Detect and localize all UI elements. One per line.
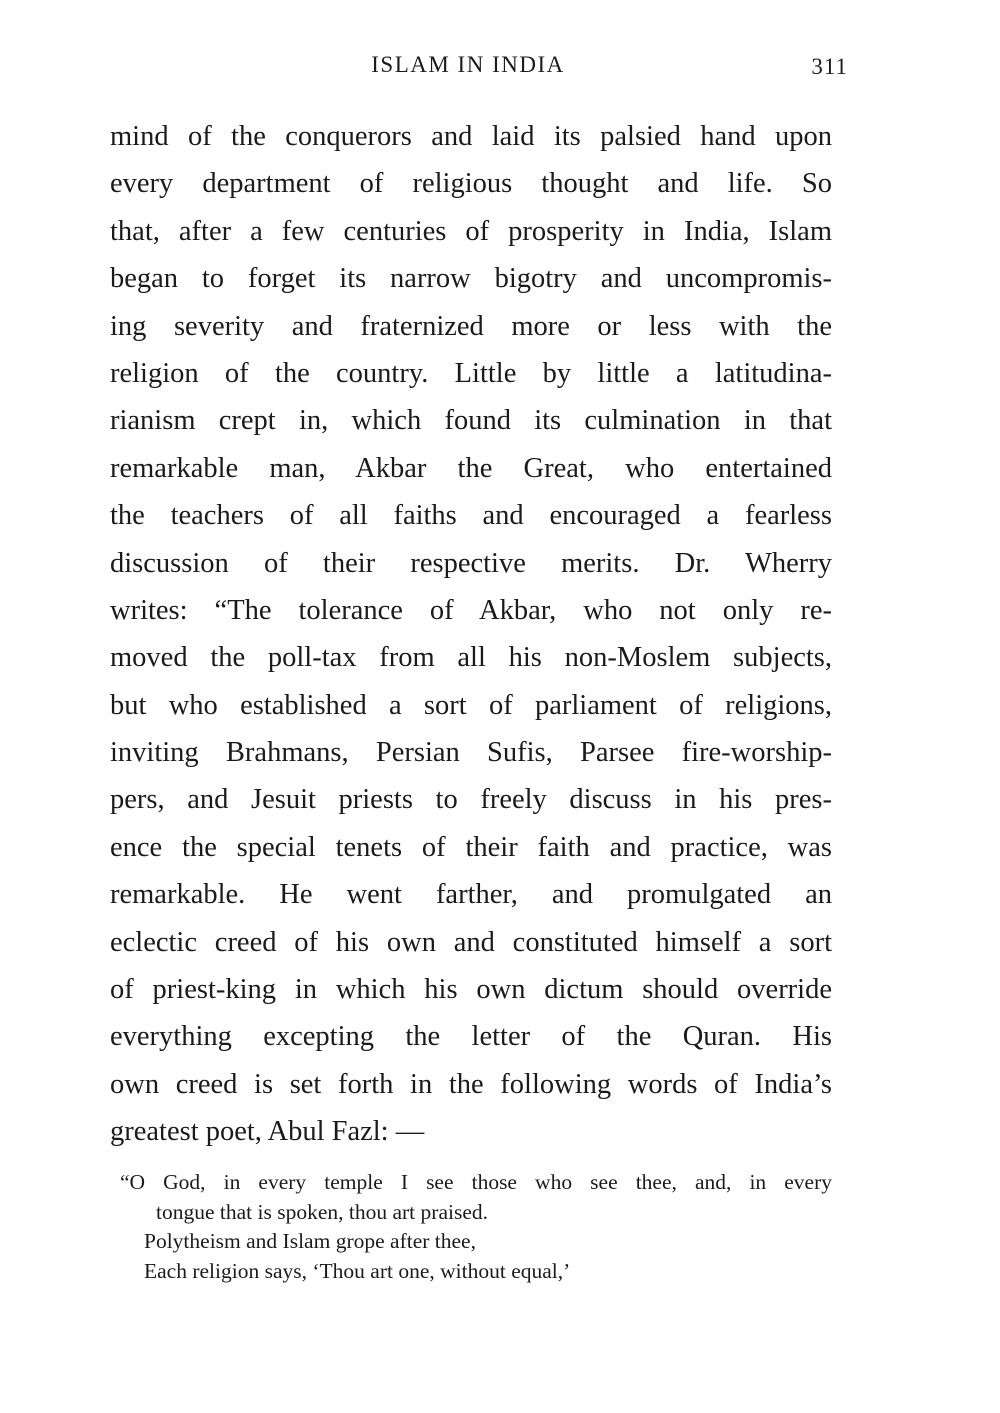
poem-quotation (120, 1168, 832, 1286)
text-line: ing severity and fraternized more or less with the (110, 310, 832, 342)
text-line: that, after a few centuries of prosperity in India, Islam (110, 215, 832, 247)
quote-line: “O God, in every temple I see those who see thee, and, in every (120, 1170, 832, 1194)
quote-line: tongue that is spoken, thou art praised. (156, 1199, 488, 1224)
text-line: eclectic creed of his own and constituted himself a sort (110, 926, 832, 958)
text-line: own creed is set forth in the following words of India’s (110, 1068, 832, 1100)
text-line: of priest-king in which his own dictum should override (110, 974, 832, 1006)
text-line: religion of the country. Little by little a latitudina- (110, 357, 832, 389)
text-line: rianism crept in, which found its culmination in that (110, 405, 832, 437)
text-line: remarkable man, Akbar the Great, who entertained (110, 452, 832, 484)
text-line: mind of the conquerors and laid its palsied hand upon (110, 121, 832, 152)
running-head (0, 52, 1000, 84)
text-line: discussion of their respective merits. Dr. Wherry (110, 547, 832, 579)
text-line: every department of religious thought and life. So (110, 168, 832, 200)
text-line: remarkable. He went farther, and promulgated an (110, 879, 832, 911)
quote-line: Each religion says, ‘Thou art one, without equal,’ (144, 1258, 571, 1283)
text-line: greatest poet, Abul Fazl: — (110, 1116, 425, 1148)
text-line: inviting Brahmans, Persian Sufis, Parsee fire-worship- (110, 737, 832, 769)
body-paragraph (110, 113, 832, 1156)
text-line: but who established a sort of parliament of religions, (110, 689, 832, 721)
running-title: ISLAM IN INDIA (371, 52, 565, 77)
text-line: writes: “The tolerance of Akbar, who not only re- (110, 594, 832, 626)
text-line: pers, and Jesuit priests to freely discuss in his pres- (110, 784, 832, 816)
quote-line: Polytheism and Islam grope after thee, (144, 1229, 476, 1253)
text-line: the teachers of all faiths and encouraged a fearless (110, 500, 832, 532)
text-line: moved the poll-tax from all his non-Moslem subjects, (110, 642, 832, 674)
text-line: ence the special tenets of their faith and practice, was (110, 831, 832, 863)
page-number: 311 (811, 54, 848, 79)
text-line: everything excepting the letter of the Quran. His (110, 1021, 832, 1053)
text-line: began to forget its narrow bigotry and uncompromis- (110, 263, 832, 295)
